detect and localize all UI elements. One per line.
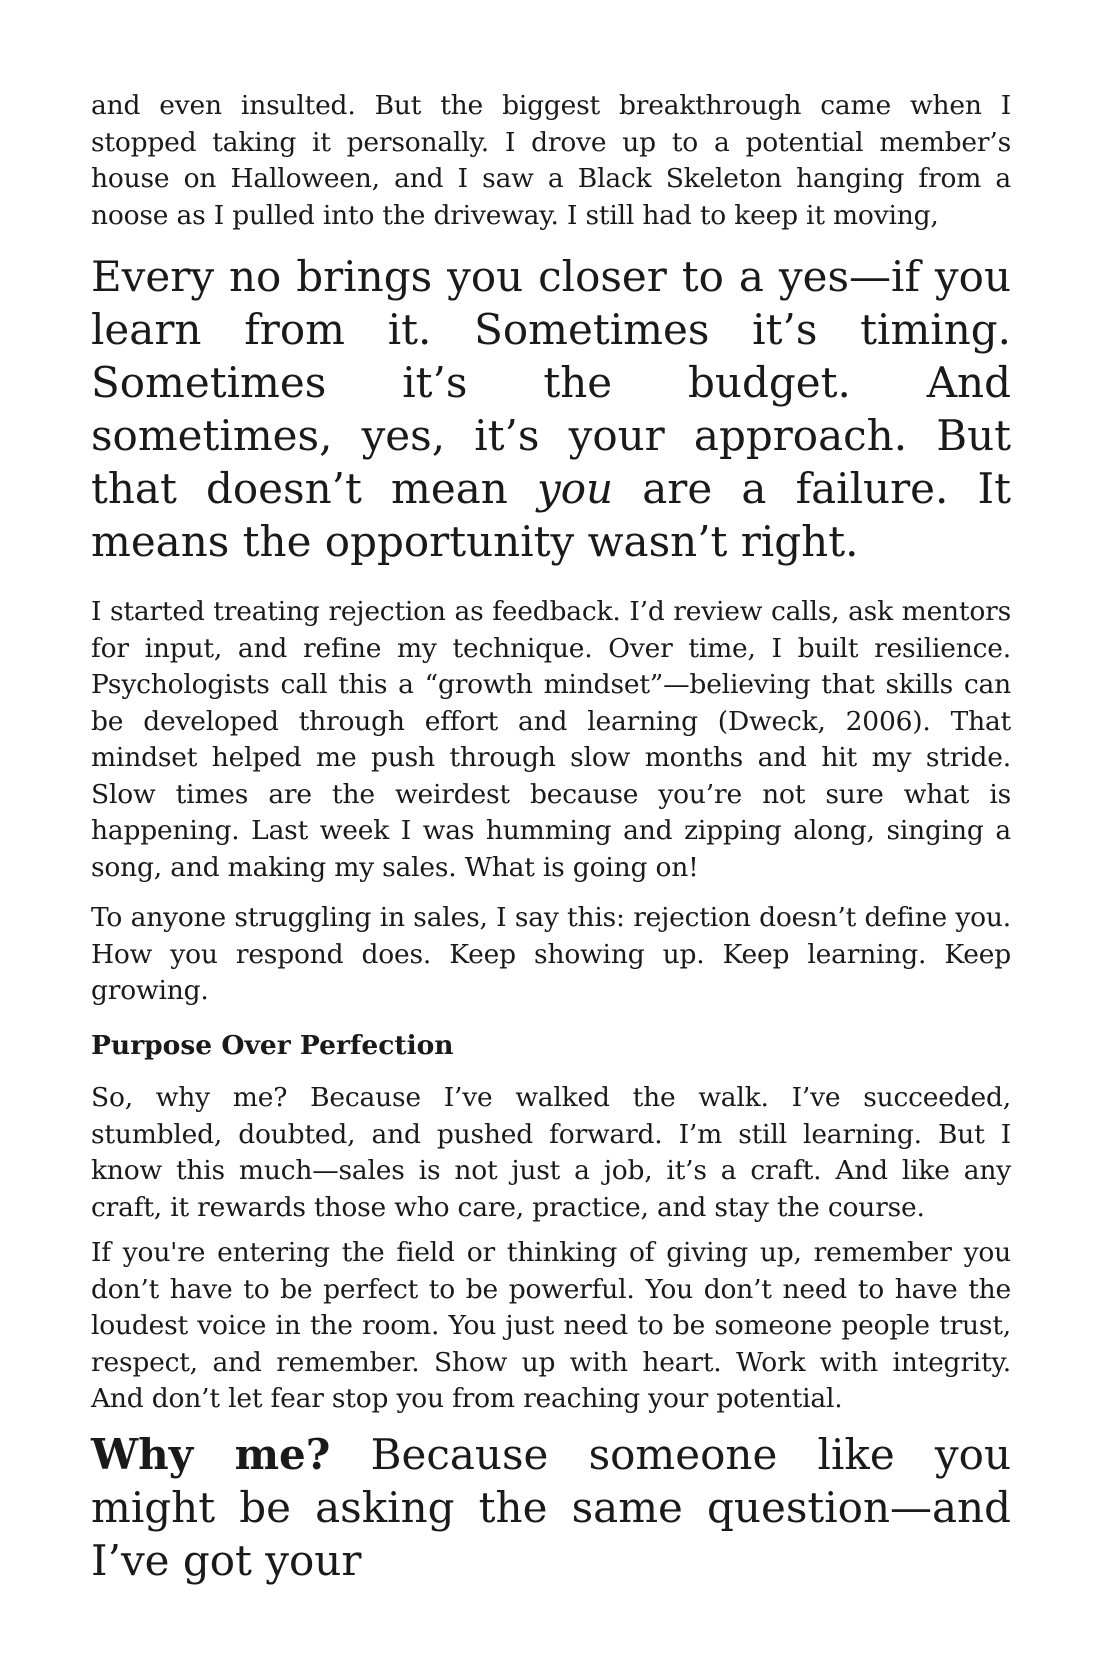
paragraph-advice: To anyone struggling in sales, I say this: rejection doesn’t define you. How you respond does. Keep showing up. Keep learning. Keep growing. (91, 902, 1011, 1006)
pull-quote-text-end: are a failure. It means the opportunity wasn’t right. (91, 464, 1011, 566)
paragraph-growth-mindset: I started treating rejection as feedback. I’d review calls, ask mentors for input, and refine my technique. Over time, I built resilience. Psychologists call this a “growth mindset”—believing that skills can be developed through effort and learning (Dweck, 2006). That mindset helped me push through slow months and hit my stride. Slow times are the weirdest because you’re not sure what is happening. Last week I was humming and zipping along, singing a song, and making my sales. What is going on! (91, 596, 1011, 883)
paragraph-why-me: So, why me? Because I’ve walked the walk. I’ve succeeded, stumbled, doubted, and pushed forward. I’m still learning. But I know this much—sales is not just a job, it’s a craft. And like any craft, it rewards those who care, practice, and stay the course. (91, 1082, 1011, 1223)
closing-statement-text: Because someone like you might be asking the same question—and I’ve got your (91, 1430, 1011, 1585)
pull-quote-text-start: Every no brings you closer to a yes—if you learn from it. Sometimes it’s timing. Sometimes it’s the budget. And sometimes, yes, it’s your approach. But that doesn’t mean (91, 252, 1011, 513)
pull-quote-every-no (91, 250, 1011, 568)
paragraph-rejection-story: and even insulted. But the biggest breakthrough came when I stopped taking it personally. I drove up to a potential member’s house on Halloween, and I saw a Black Skeleton hanging from a noose as I pulled into the driveway. I still had to keep it moving, (91, 90, 1011, 231)
section-heading: Purpose Over Perfection (91, 1030, 454, 1061)
document-page (91, 0, 1011, 1667)
closing-statement-lead: Why me? (91, 1430, 331, 1479)
closing-statement (91, 1428, 1011, 1587)
paragraph-encouragement: If you're entering the field or thinking of giving up, remember you don’t have to be perfect to be powerful. You don’t need to have the loudest voice in the room. You just need to be someone people trust, respect, and remember. Show up with heart. Work with integrity. And don’t let fear stop you from reaching your potential. (91, 1237, 1011, 1414)
pull-quote-emphasis: you (536, 464, 614, 513)
